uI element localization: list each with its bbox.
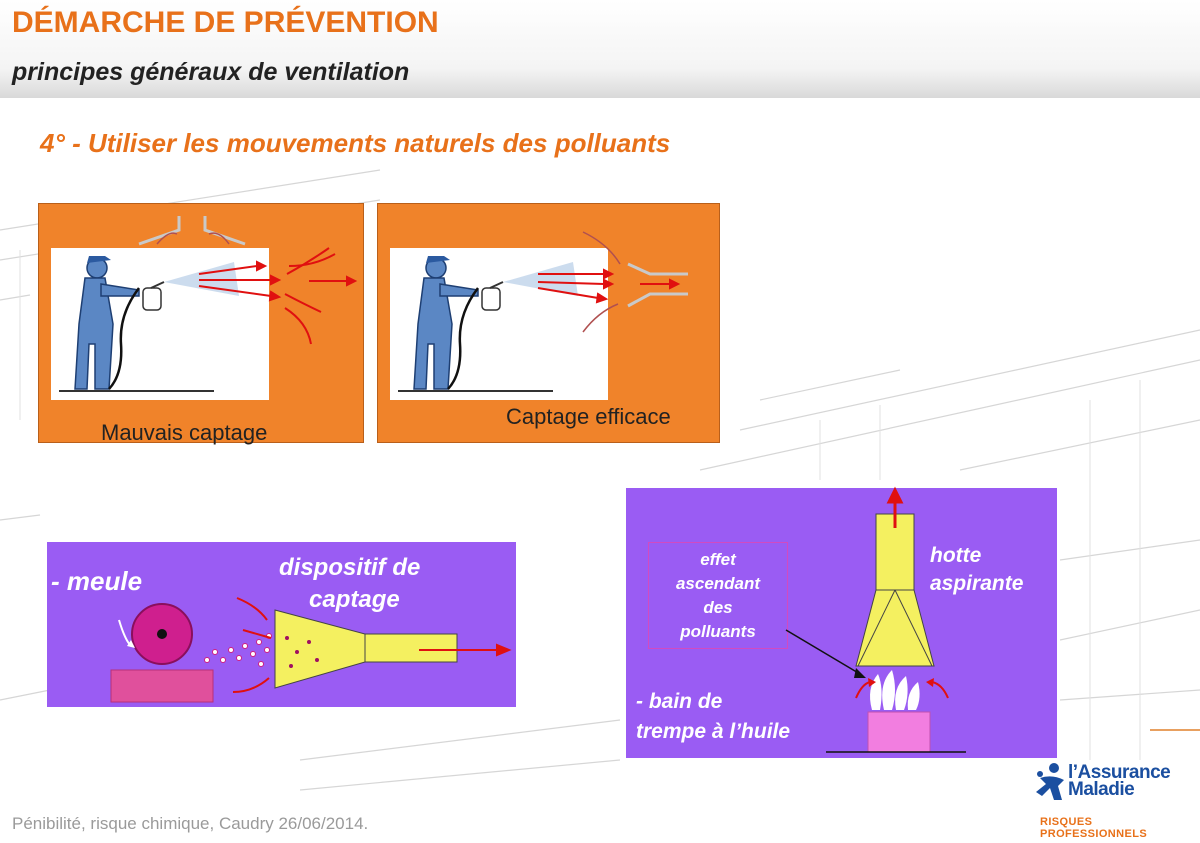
footer-text: Pénibilité, risque chimique, Caudry 26/06/2014.: [12, 814, 369, 833]
capture-device: [275, 610, 365, 688]
bath-label-1: - bain de: [636, 690, 723, 713]
logo-name-line-1: l’Assurance: [1068, 762, 1171, 783]
hood-icon: [856, 590, 934, 666]
effect-line-3: des: [703, 598, 733, 617]
panel-bad-capture: [38, 203, 364, 443]
effect-line-2: ascendant: [675, 574, 761, 593]
hood-label-1: hotte: [930, 544, 982, 567]
grinder-box: [47, 542, 516, 707]
oil-bath-box: [626, 488, 1057, 758]
effect-line-1: effet: [700, 550, 736, 569]
page-title: DÉMARCHE DE PRÉVENTION: [12, 6, 439, 39]
illustration-bad-capture: [39, 204, 363, 442]
caption-bad-capture: Mauvais captage: [101, 420, 268, 445]
fumes-icon: [870, 670, 920, 710]
effect-line-4: polluants: [680, 622, 756, 641]
logo-name: [1068, 764, 1170, 798]
oil-bath-illustration: [626, 488, 1057, 758]
caption-good-capture: Captage efficace: [506, 404, 671, 429]
grinder-base: [111, 670, 213, 702]
page-subtitle: principes généraux de ventilation: [12, 58, 410, 86]
hood-label-2: aspirante: [930, 572, 1024, 595]
panel-good-capture: [377, 203, 720, 443]
bath-label-2: trempe à l’huile: [636, 720, 791, 743]
capture-device-label-1: dispositif de: [279, 554, 421, 581]
logo-tagline: RISQUES PROFESSIONNELS: [1040, 816, 1148, 840]
capture-device-label-2: captage: [309, 586, 400, 613]
oil-bath-tank: [868, 712, 930, 752]
logo-figure-icon: [1030, 760, 1070, 806]
logo-name-line-2: Maladie: [1068, 779, 1135, 800]
hood-icon: [139, 216, 245, 244]
grinder-label: - meule: [51, 566, 143, 596]
assurance-maladie-logo: [1028, 756, 1198, 840]
section-title: 4° - Utiliser les mouvements naturels des polluants: [40, 128, 671, 158]
